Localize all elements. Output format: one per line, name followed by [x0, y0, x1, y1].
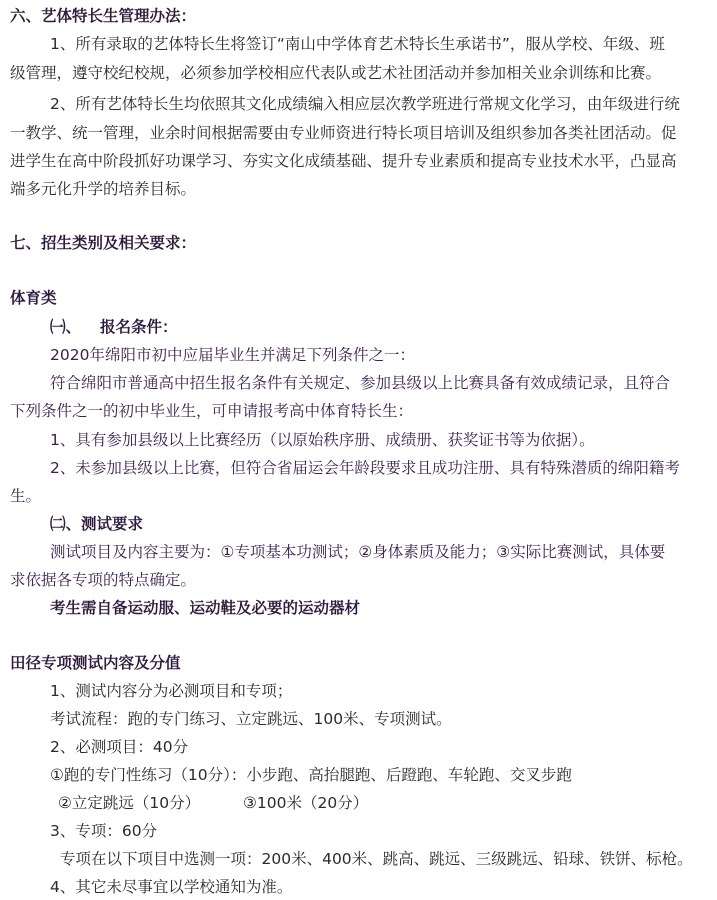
section-7-title: 七、招生类别及相关要求：	[10, 234, 197, 252]
track-line-8: 4、其它未尽事宜以学校通知为准。	[50, 878, 293, 896]
section-6-paragraph-2-line-2: 一教学、统一管理，业余时间根据需要由专业师资进行特长项目培训及组织参加各类社团活动。促	[10, 124, 677, 142]
track-line-5-standing-jump: ②立定跳远（10分）	[58, 794, 201, 812]
registration-line-2: 符合绵阳市普通高中招生报名条件有关规定、参加县级以上比赛具备有效成绩记录，且符合	[50, 374, 671, 392]
registration-number: ㈠、	[50, 318, 82, 336]
registration-line-1: 2020年绵阳市初中应届毕业生并满足下列条件之一：	[50, 346, 415, 364]
track-line-1: 1、测试内容分为必测项目和专项；	[50, 682, 293, 700]
track-line-7: 专项在以下项目中选测一项：200米、400米、跳高、跳远、三级跳远、铅球、铁饼、标枪。	[60, 850, 693, 868]
section-6-title: 六、艺体特长生管理办法：	[10, 7, 197, 25]
track-line-5-100m: ③100米（20分）	[243, 794, 369, 812]
track-line-6: 3、专项：60分	[50, 822, 158, 840]
equipment-note: 考生需自备运动服、运动鞋及必要的运动器材	[50, 599, 361, 617]
registration-line-6: 生。	[10, 487, 42, 505]
track-field-title: 田径专项测试内容及分值	[10, 654, 181, 672]
test-requirements-title: ㈡、测试要求	[50, 515, 144, 533]
test-requirements-line-1: 测试项目及内容主要为：①专项基本功测试；②身体素质及能力；③实际比赛测试，具体要	[50, 543, 666, 561]
section-6-paragraph-1-line-2: 级管理，遵守校纪校规，必须参加学校相应代表队或艺术社团活动并参加相关业余训练和比赛。	[10, 64, 662, 82]
sports-category-title: 体育类	[10, 289, 57, 307]
track-line-4: ①跑的专门性练习（10分）：小步跑、高抬腿跑、后蹬跑、车轮跑、交叉步跑	[50, 766, 572, 784]
registration-line-4: 1、具有参加县级以上比赛经历（以原始秩序册、成绩册、获奖证书等为依据）。	[50, 431, 595, 449]
registration-title: 报名条件：	[100, 318, 178, 336]
registration-line-5: 2、未参加县级以上比赛，但符合省届运会年龄段要求且成功注册、具有特殊潜质的绵阳籍考	[50, 459, 680, 477]
section-6-paragraph-2-line-1: 2、所有艺体特长生均依照其文化成绩编入相应层次教学班进行常规文化学习，由年级进行统	[50, 95, 680, 113]
track-line-2: 考试流程：跑的专门练习、立定跳远、100米、专项测试。	[50, 710, 452, 728]
registration-line-3: 下列条件之一的初中毕业生，可申请报考高中体育特长生：	[10, 402, 414, 420]
section-6-paragraph-1-line-1: 1、所有录取的艺体特长生将签订“南山中学体育艺术特长生承诺书”，服从学校、年级、班	[50, 35, 665, 53]
test-requirements-line-2: 求依据各专项的特点确定。	[10, 571, 197, 589]
section-6-paragraph-2-line-4: 端多元化升学的培养目标。	[10, 180, 197, 198]
section-6-paragraph-2-line-3: 进学生在高中阶段抓好功课学习、夯实文化成绩基础、提升专业素质和提高专业技术水平，凸显高	[10, 152, 677, 170]
track-line-3: 2、必测项目：40分	[50, 738, 189, 756]
